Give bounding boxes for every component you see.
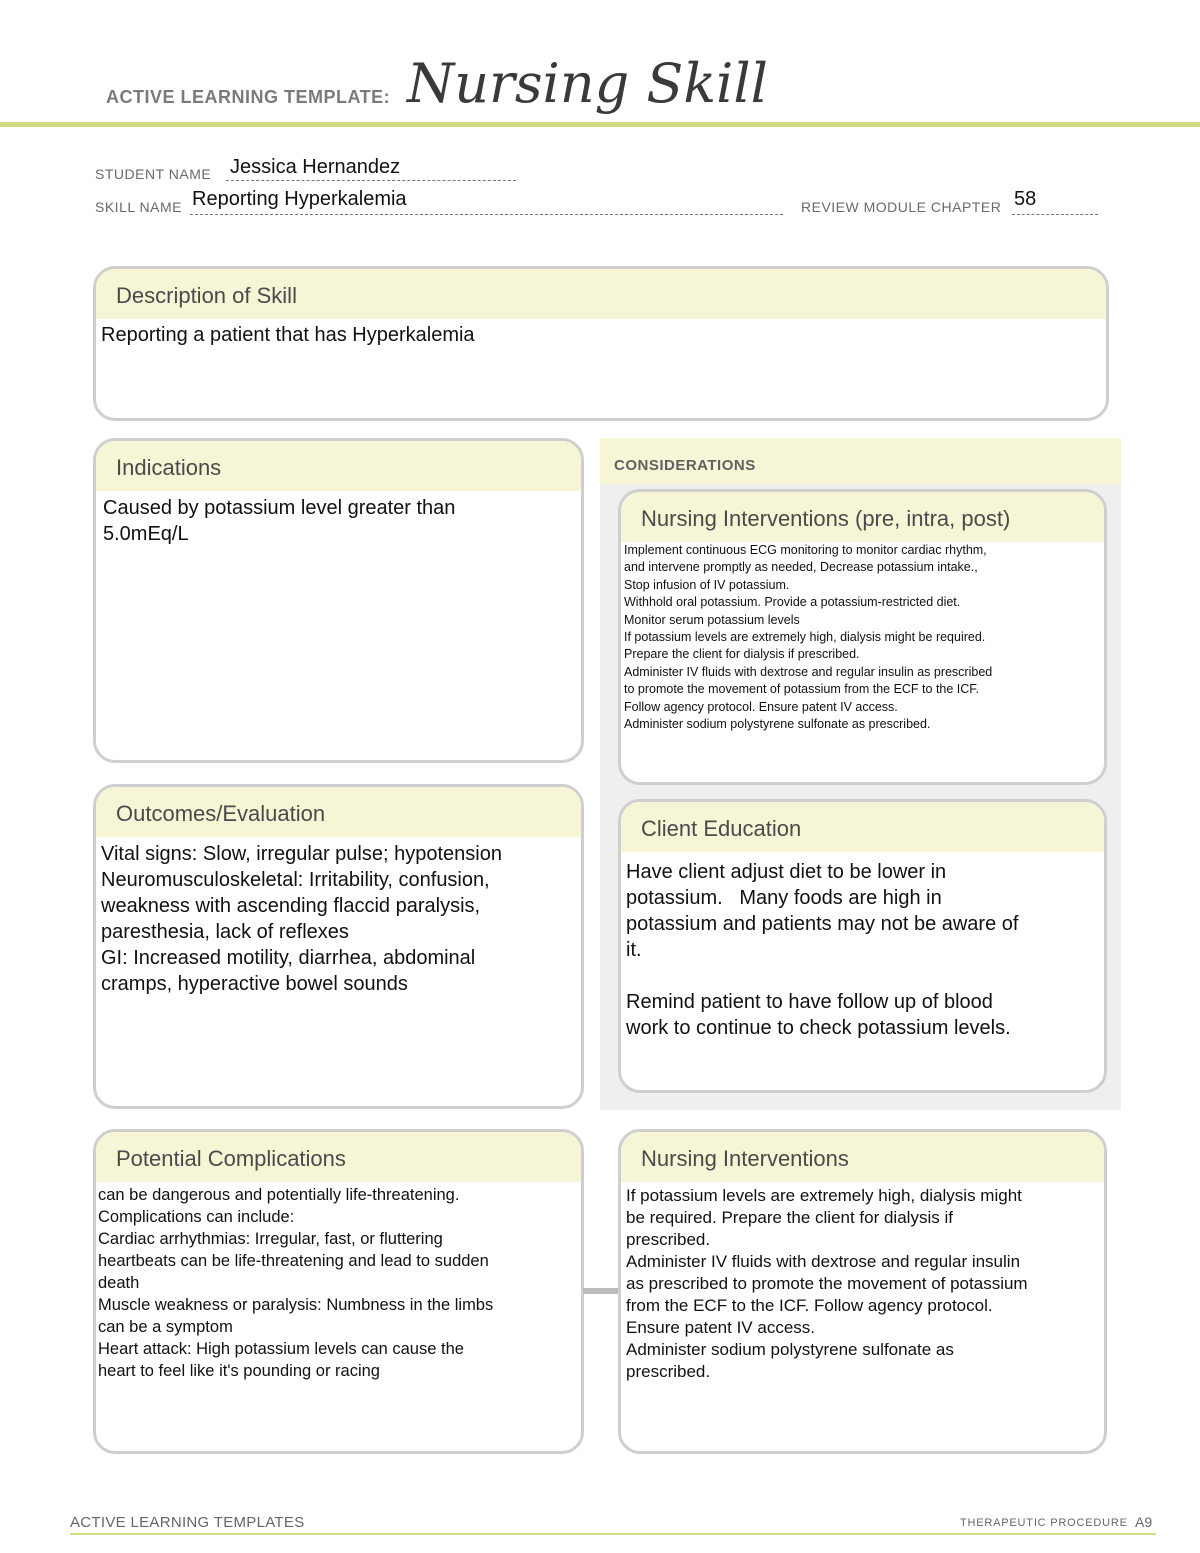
nursing-interventions-header — [621, 1132, 1104, 1182]
skill-name-field[interactable] — [190, 188, 783, 215]
description-text[interactable]: Reporting a patient that has Hyperkalemia — [101, 324, 475, 346]
indications-box — [93, 438, 584, 763]
page-title: Nursing Skill — [407, 52, 768, 115]
complications-title: Potential Complications — [116, 1146, 346, 1171]
nursing-interventions-ppp-text[interactable]: Implement continuous ECG monitoring to monitor cardiac rhythm, and intervene promptly as needed, Decrease potassium intake., Stop infusion of IV potassium. Withhold oral potassium. Provide a potassium-restricted diet. Monitor serum potassium levels If potassium levels are extremely high, dialysis might be required. Prepare the client for dialysis if prescribed. Administer IV fluids with dextrose and regular insulin as prescribed to promote the movement of potassium from the ECF to the ICF. Follow agency protocol. Ensure patent IV access. Administer sodium polystyrene sulfonate as prescribed. — [624, 543, 993, 732]
complications-box — [93, 1129, 584, 1454]
outcomes-box — [93, 784, 584, 1109]
description-title: Description of Skill — [116, 283, 297, 308]
template-label: ACTIVE LEARNING TEMPLATE: — [106, 87, 391, 107]
outcomes-header — [96, 787, 581, 837]
nursing-interventions-ppp-title: Nursing Interventions (pre, intra, post) — [641, 506, 1011, 531]
footer-procedure-label: THERAPEUTIC PROCEDURE — [960, 1517, 1128, 1529]
student-name-label: STUDENT NAME — [95, 166, 212, 182]
outcomes-text[interactable]: Vital signs: Slow, irregular pulse; hypotension Neuromusculoskeletal: Irritability, confusion, weakness with ascending flaccid paralysis, paresthesia, lack of reflexes GI: Increased motility, diarrhea, abdominal cramps, hyperactive bowel sounds — [101, 843, 502, 995]
complications-text[interactable]: can be dangerous and potentially life-threatening. Complications can include: Cardiac arrhythmias: Irregular, fast, or fluttering heartbeats can be life-threatening and lead to sudden death Muscle weakness or paralysis: Numbness in the limbs can be a symptom Heart attack: High potassium levels can cause the heart to feel like it's pounding or racing — [98, 1186, 494, 1380]
description-box — [93, 266, 1109, 421]
indications-text[interactable]: Caused by potassium level greater than 5.0mEq/L — [103, 497, 456, 545]
outcomes-title: Outcomes/Evaluation — [116, 801, 326, 826]
nursing-interventions-box — [618, 1129, 1107, 1454]
student-name-value: Jessica Hernandez — [230, 156, 401, 178]
indications-header — [96, 441, 581, 491]
description-header — [96, 269, 1106, 319]
chapter-field[interactable] — [1012, 188, 1098, 215]
box-connector — [583, 1288, 620, 1294]
nursing-interventions-ppp-header — [621, 492, 1104, 542]
nursing-interventions-title: Nursing Interventions — [641, 1146, 849, 1171]
considerations-label: CONSIDERATIONS — [614, 457, 756, 474]
header-divider — [0, 122, 1200, 127]
nursing-interventions-text[interactable]: If potassium levels are extremely high, dialysis might be required. Prepare the client for dialysis if prescribed. Administer IV fluids with dextrose and regular insulin as prescribed to promote the movement of potassium from the ECF to the ICF. Follow agency protocol. Ensure patent IV access. Administer sodium polystyrene sulfonate as prescribed. — [626, 1186, 1028, 1381]
footer-templates-label: ACTIVE LEARNING TEMPLATES — [70, 1514, 305, 1531]
student-name-field[interactable] — [226, 156, 516, 181]
complications-header — [96, 1132, 581, 1182]
skill-name-value: Reporting Hyperkalemia — [192, 188, 407, 210]
footer-page-number: A9 — [1135, 1514, 1153, 1530]
chapter-label: REVIEW MODULE CHAPTER — [801, 199, 1002, 215]
indications-title: Indications — [116, 455, 222, 480]
client-education-title: Client Education — [641, 816, 802, 841]
skill-name-label: SKILL NAME — [95, 199, 182, 215]
nursing-interventions-ppp-box — [618, 489, 1107, 785]
footer-divider — [70, 1533, 1156, 1535]
client-education-header — [621, 802, 1104, 852]
client-education-box — [618, 799, 1107, 1093]
chapter-value: 58 — [1014, 188, 1037, 210]
client-education-text[interactable]: Have client adjust diet to be lower in potassium. Many foods are high in potassium and patients may not be aware of it. Remind patient to have follow up of blood work to continue to check potassium levels. — [626, 861, 1019, 1039]
